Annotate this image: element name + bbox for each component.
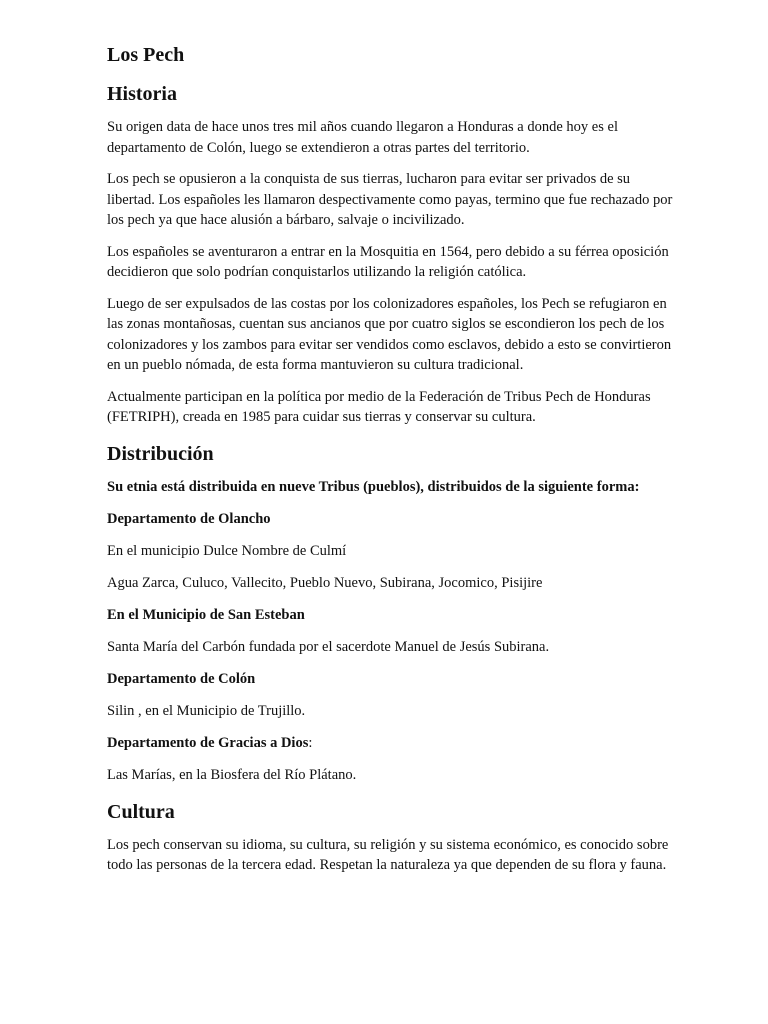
olancho-line-1: En el municipio Dulce Nombre de Culmí: [107, 542, 347, 559]
historia-paragraph-2: Los pech se opusieron a la conquista de sus tierras, lucharon para evitar ser privados de su libertad. Los españoles les llamaron despectivamente como payas, termino que fue rechazado por los pech ya que hace alusión a bárbaro, salvaje o incivilizado.: [107, 171, 673, 228]
gracias-heading: Departamento de Gracias a Dios: [107, 734, 309, 751]
colon-heading: Departamento de Colón: [107, 670, 256, 687]
san-esteban-heading: En el Municipio de San Esteban: [107, 606, 305, 623]
olancho-line-2: Agua Zarca, Culuco, Vallecito, Pueblo Nuevo, Subirana, Jocomico, Pisijire: [107, 574, 543, 591]
gracias-heading-line: [107, 733, 677, 754]
distribucion-intro: Su etnia está distribuida en nueve Tribus (pueblos), distribuidos de la siguiente forma:: [107, 478, 640, 495]
olancho-heading: Departamento de Olancho: [107, 510, 271, 527]
gracias-colon: :: [308, 734, 313, 751]
heading-cultura: Cultura: [107, 800, 175, 823]
cultura-paragraph: Los pech conservan su idioma, su cultura, su religión y su sistema económico, es conocido sobre todo las personas de la tercera edad. Respetan la naturaleza ya que dependen de su flora y fauna.: [107, 836, 669, 873]
heading-distribucion: Distribución: [107, 442, 214, 465]
colon-line: Silin , en el Municipio de Trujillo.: [107, 702, 306, 719]
historia-paragraph-1: Su origen data de hace unos tres mil años cuando llegaron a Honduras a donde hoy es el departamento de Colón, luego se extendieron a otras partes del territorio.: [107, 119, 618, 156]
historia-paragraph-4: Luego de ser expulsados de las costas por los colonizadores españoles, los Pech se refugiaron en las zonas montañosas, cuentan sus ancianos que por cuatro siglos se escondieron los pech de los colonizadores y los zambos para evitar ser vendidos como esclavos, debido a esto se convirtieron en un pueblo nómada, de esta forma mantuvieron su cultura tradicional.: [107, 295, 672, 373]
document-title: Los Pech: [107, 44, 185, 66]
san-esteban-line: Santa María del Carbón fundada por el sacerdote Manuel de Jesús Subirana.: [107, 638, 550, 655]
gracias-line: Las Marías, en la Biosfera del Río Plátano.: [107, 766, 357, 783]
document-page: [107, 40, 677, 887]
historia-paragraph-5: Actualmente participan en la política por medio de la Federación de Tribus Pech de Honduras (FETRIPH), creada en 1985 para cuidar sus tierras y conservar su cultura.: [107, 388, 651, 425]
heading-historia: Historia: [107, 83, 177, 105]
historia-paragraph-3: Los españoles se aventuraron a entrar en la Mosquitia en 1564, pero debido a su férrea oposición decidieron que solo podrían conquistarlos utilizando la religión católica.: [107, 243, 669, 280]
